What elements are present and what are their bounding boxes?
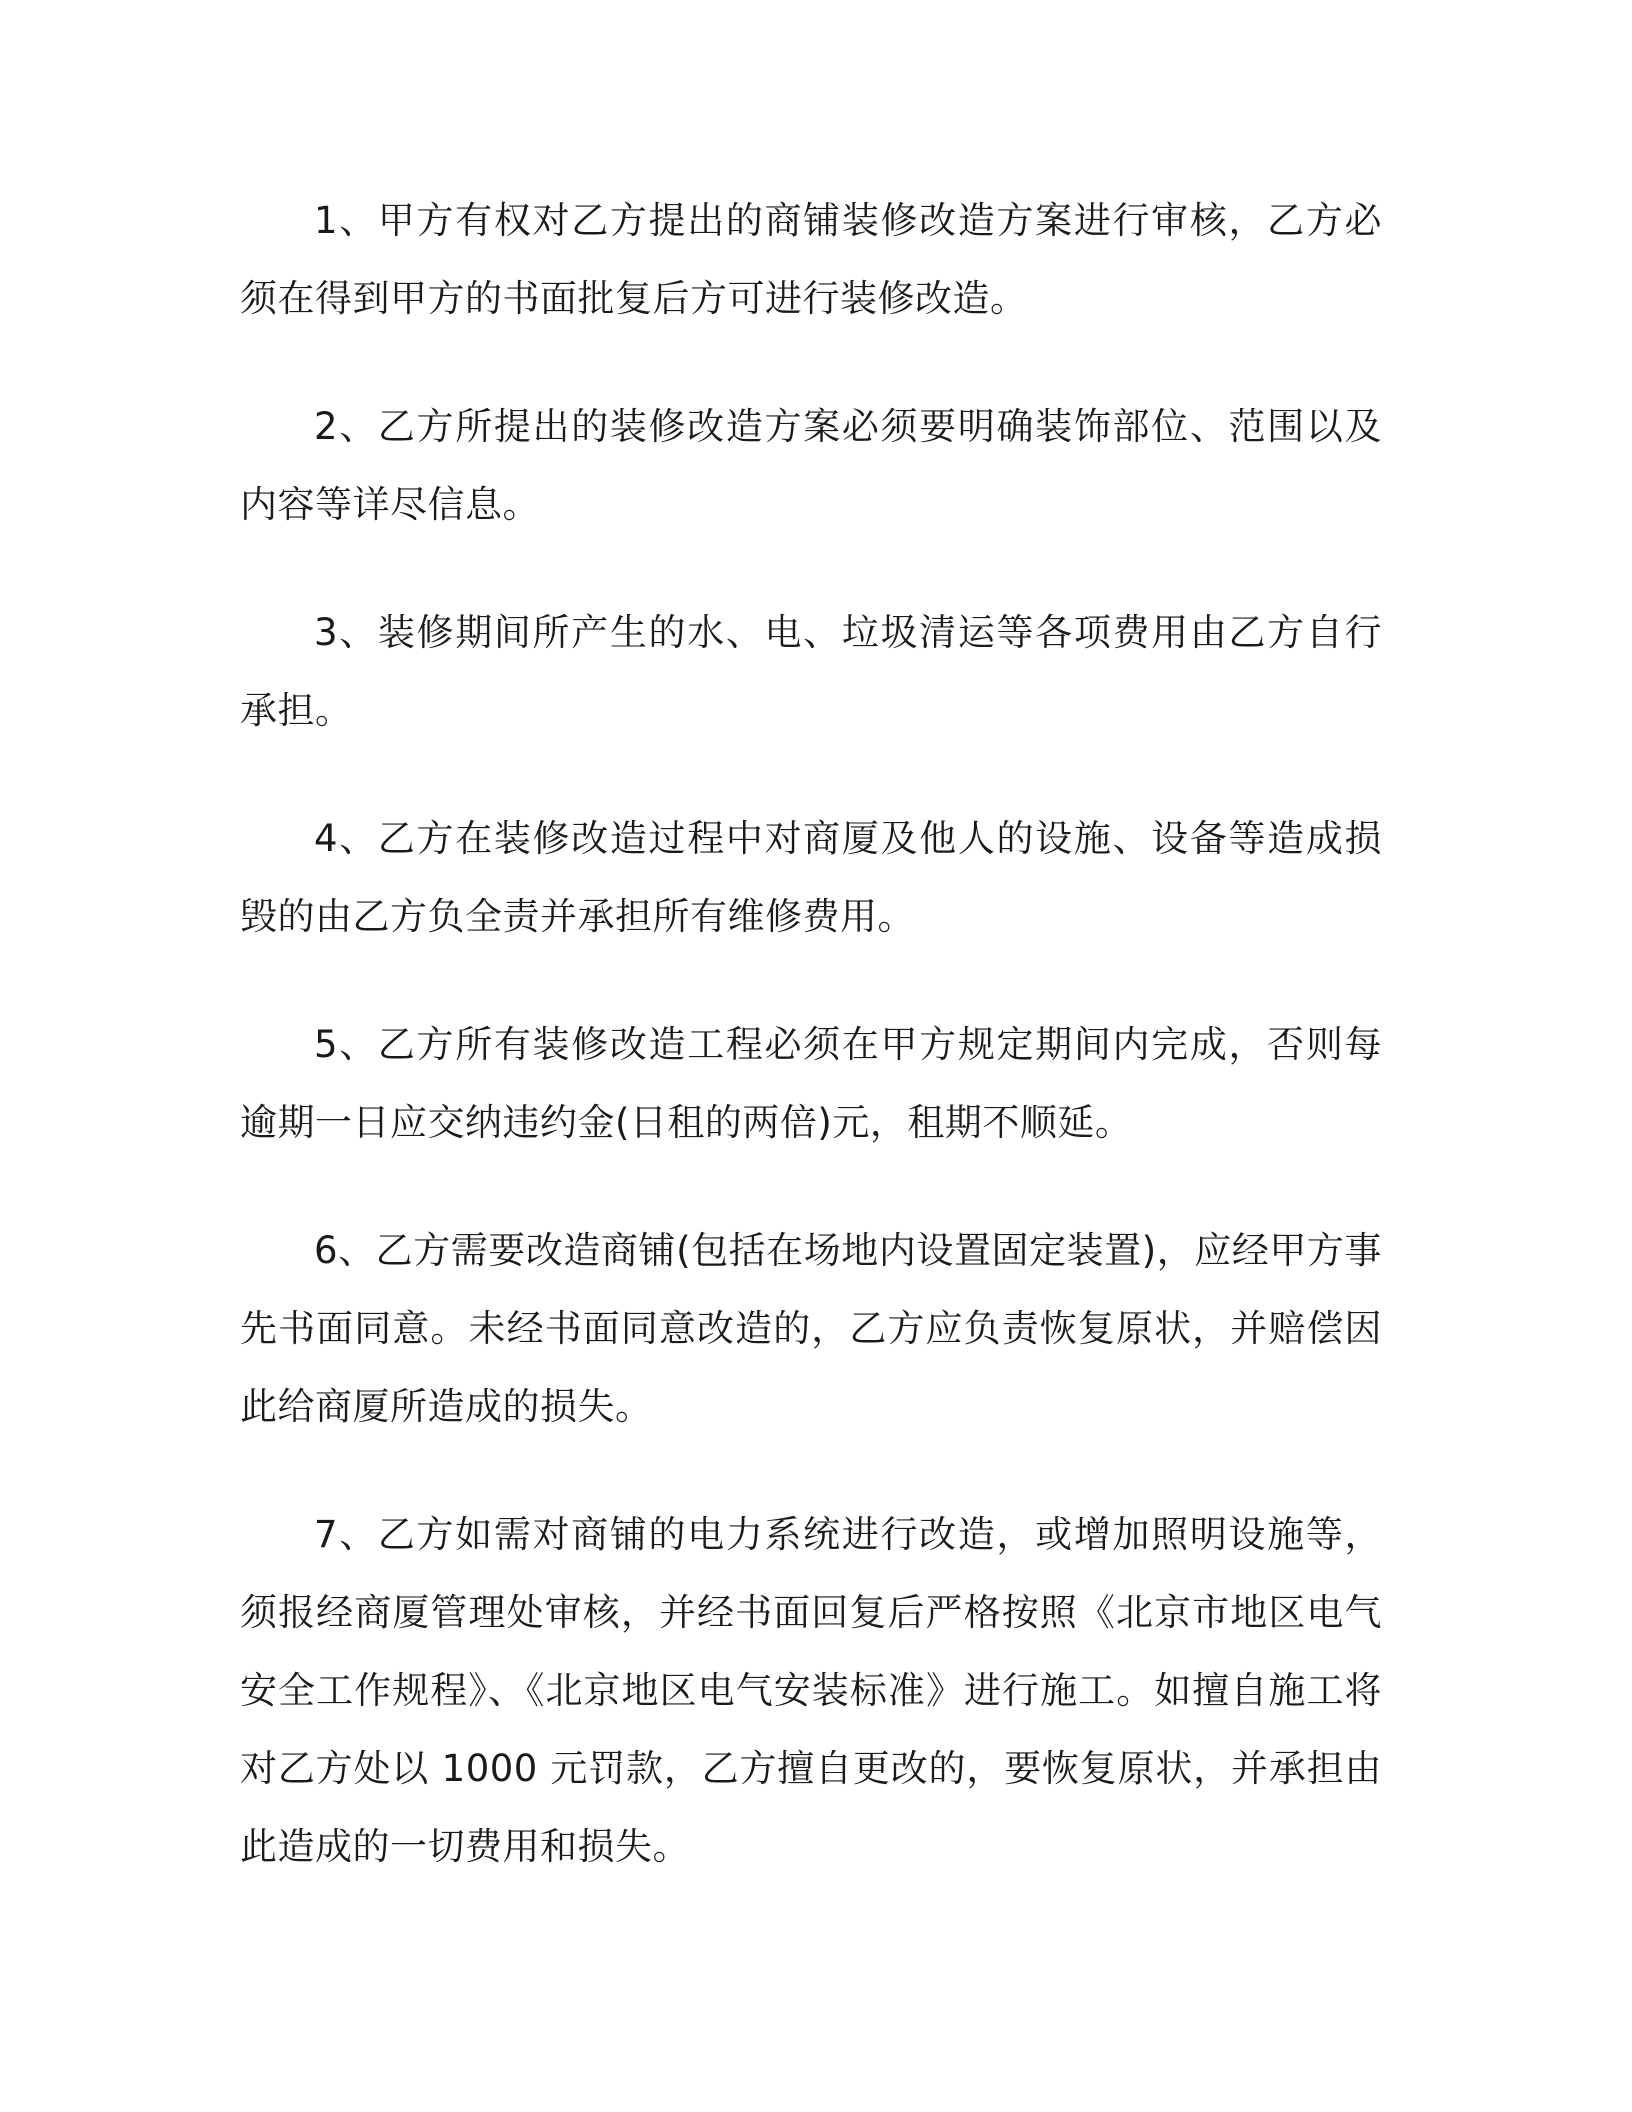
document-body xyxy=(240,182,1382,1886)
clause-7: 7、乙方如需对商铺的电力系统进行改造，或增加照明设施等，须报经商厦管理处审核，并经书面回复后严格按照《北京市地区电气安全工作规程》、《北京地区电气安装标准》进行施工。如擅自施工将对乙方处以 1000 元罚款，乙方擅自更改的，要恢复原状，并承担由此造成的一切费用和损失。 xyxy=(240,1513,1382,1868)
clause-4: 4、乙方在装修改造过程中对商厦及他人的设施、设备等造成损毁的由乙方负全责并承担所有维修费用。 xyxy=(240,817,1382,938)
clause-3: 3、装修期间所产生的水、电、垃圾清运等各项费用由乙方自行承担。 xyxy=(240,611,1382,732)
clause-6: 6、乙方需要改造商铺(包括在场地内设置固定装置)，应经甲方事先书面同意。未经书面同意改造的，乙方应负责恢复原状，并赔偿因此给商厦所造成的损失。 xyxy=(240,1229,1382,1428)
clause-2: 2、乙方所提出的装修改造方案必须要明确装饰部位、范围以及内容等详尽信息。 xyxy=(240,405,1382,526)
clause-1: 1、甲方有权对乙方提出的商铺装修改造方案进行审核，乙方必须在得到甲方的书面批复后方可进行装修改造。 xyxy=(240,199,1382,320)
clause-5: 5、乙方所有装修改造工程必须在甲方规定期间内完成，否则每逾期一日应交纳违约金(日租的两倍)元，租期不顺延。 xyxy=(240,1023,1382,1144)
